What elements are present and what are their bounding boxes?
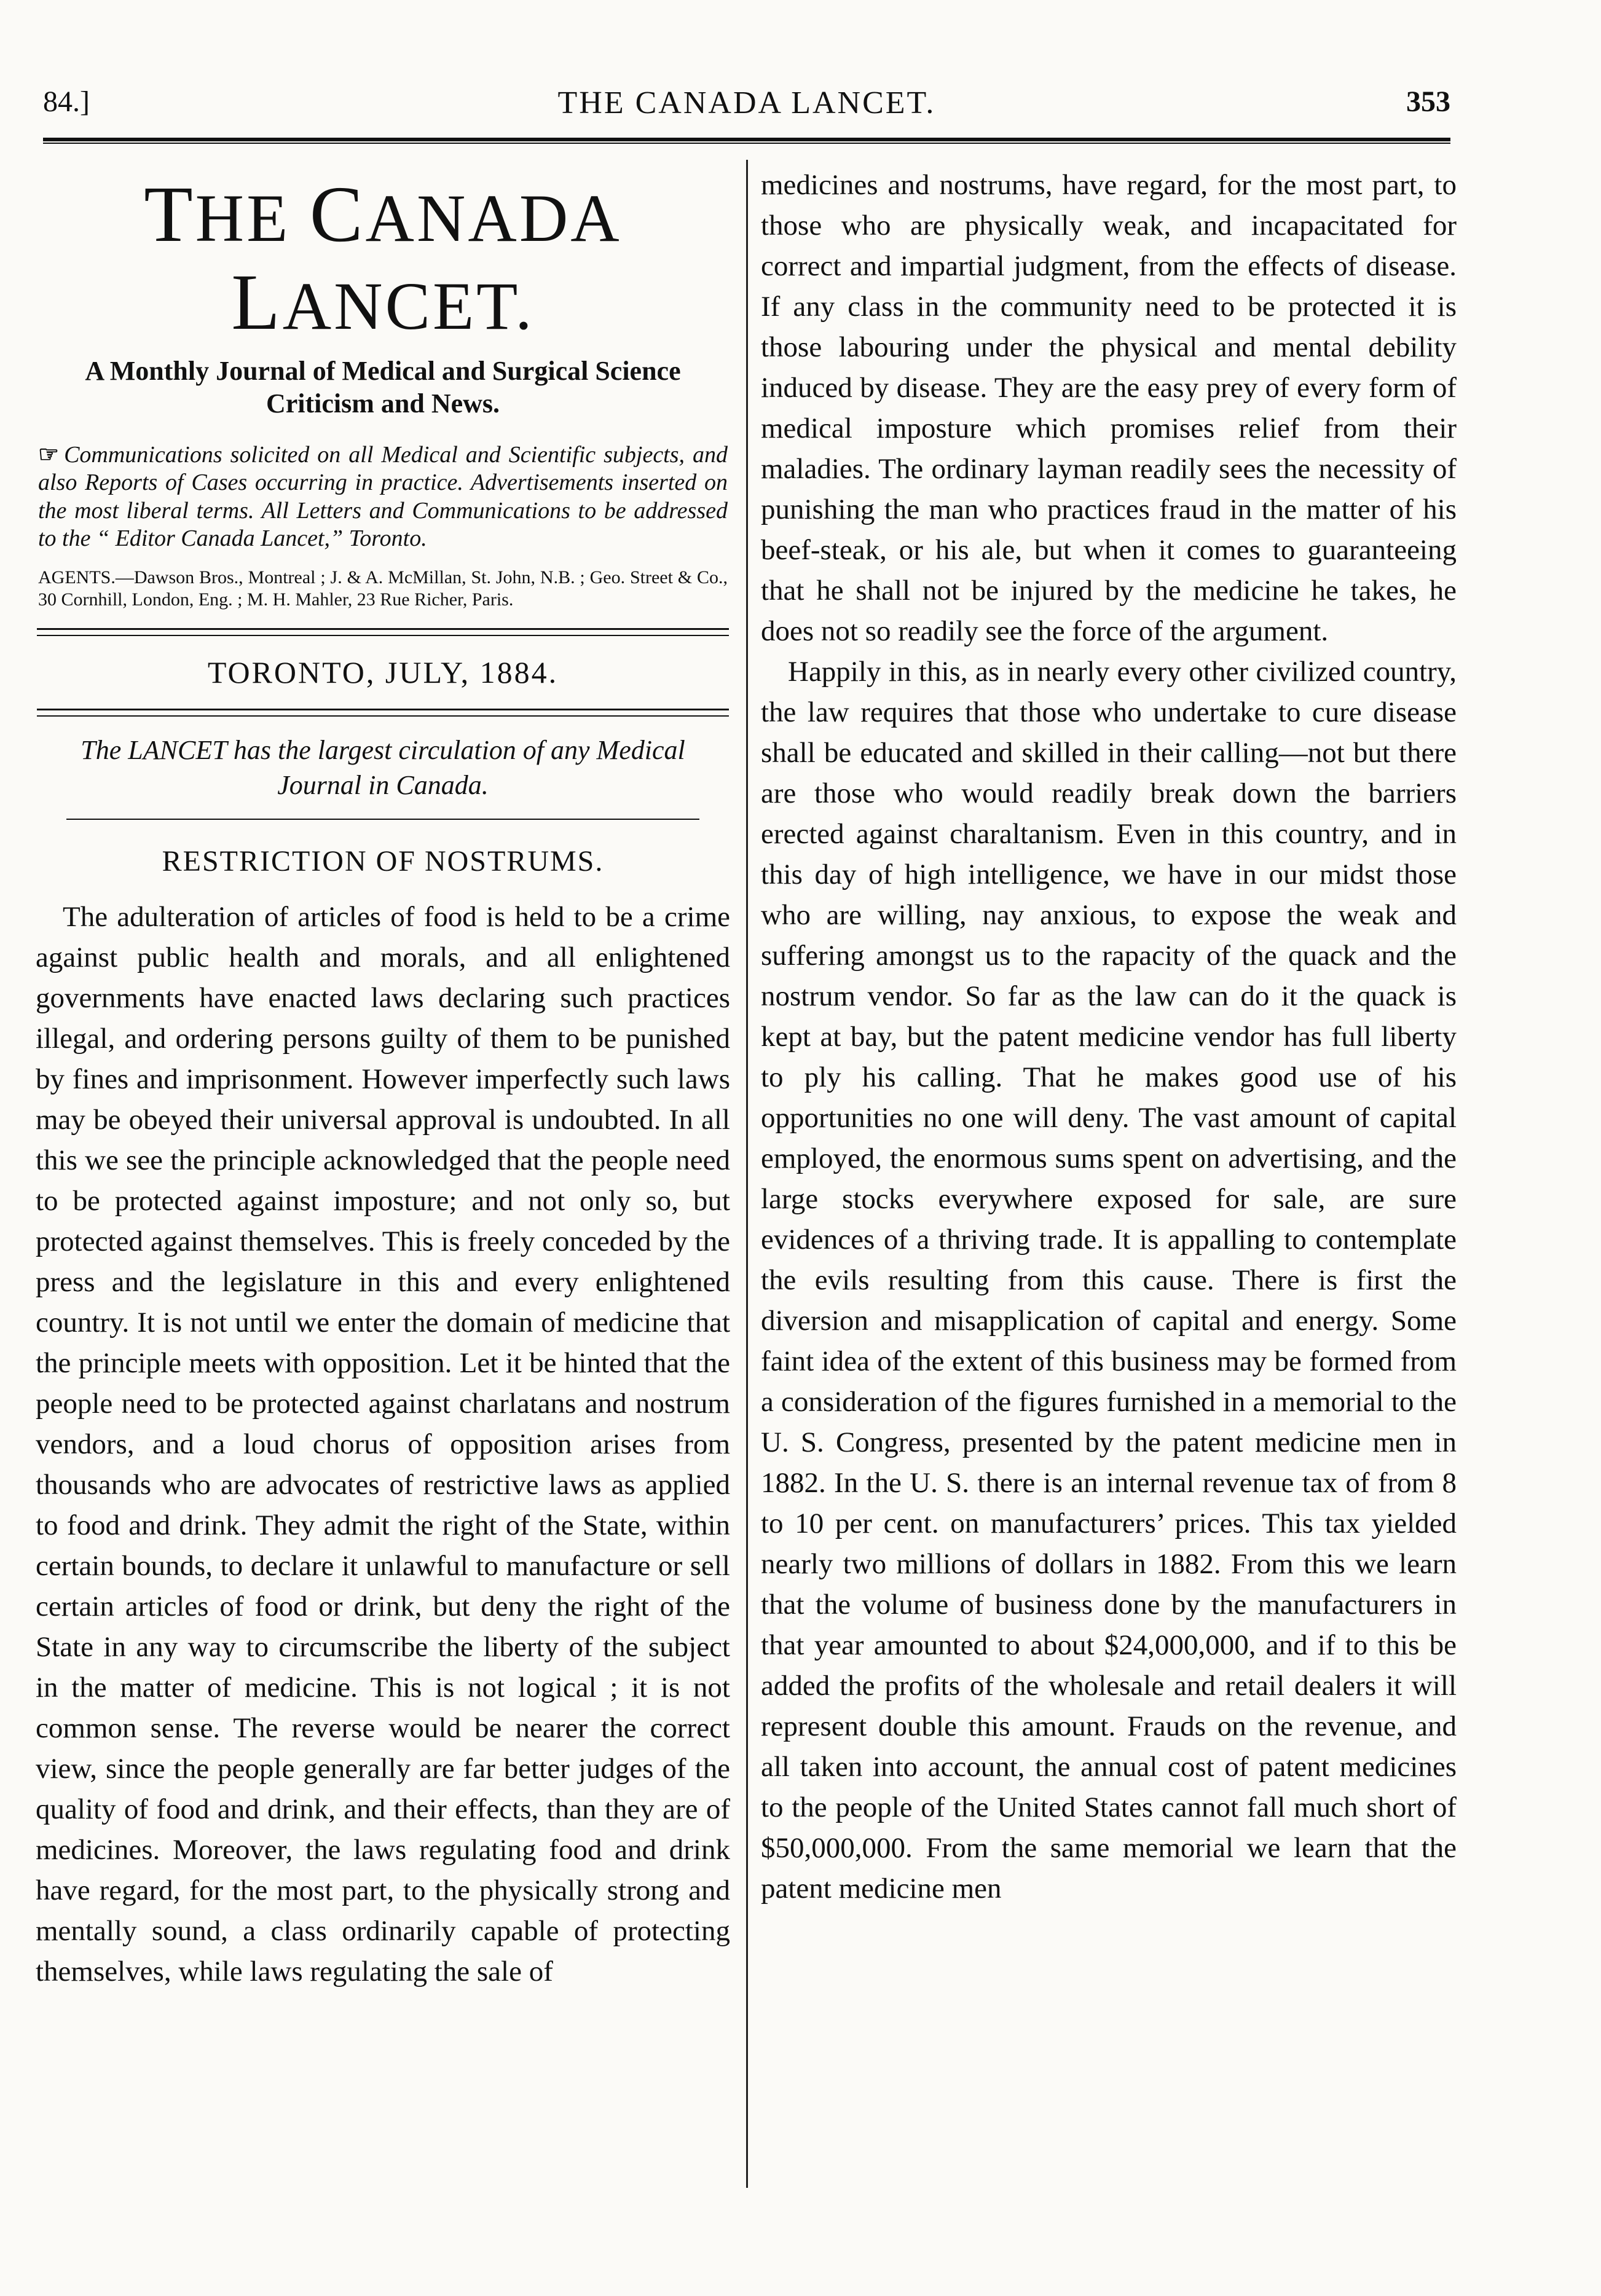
article-body-right (761, 165, 1457, 1909)
section-rule (37, 709, 729, 717)
left-column (30, 165, 736, 1992)
article-body-left (36, 897, 730, 1992)
agents-list: AGENTS.—Dawson Bros., Montreal ; J. & A. McMillan, St. John, N.B. ; Geo. Street & Co., 30 Cornhill, London, Eng. ; M. H. Mahler, 23 Rue Richer, Paris. (38, 567, 728, 610)
paragraph: Happily in this, as in nearly every other civilized country, the law requires that those who undertake to cure disease shall be educated and skilled in their calling—not but there are those who would readily break down the barriers erected against charaltanism. Even in this country, and in this day of high intelligence, we have in our midst those who are willing, nay anxious, to expose the weak and suffering amongst us to the rapacity of the quack and the nostrum vendor. So far as the law can do it the quack is kept at bay, but the patent medicine vendor has full liberty to ply his calling. That he makes good use of his opportunities no one will deny. The vast amount of capital employed, the enormous sums spent on advertising, and the large stocks everywhere exposed for sale, are sure evidences of a thriving trade. It is appalling to contemplate the evils resulting from this cause. There is first the diversion and misapplication of capital and energy. Some faint idea of the extent of this business may be formed from a consideration of the figures furnished in a memorial to the U. S. Congress, presented by the patent medicine men in 1882. In the U. S. there is an internal revenue tax of from 8 to 10 per cent. on manufacturers’ prices. This tax yielded nearly two millions of dollars in 1882. From this we learn that the volume of business done by the manufacturers in that year amounted to about $24,000,000, and if to this be added the profits of the wholesale and retail dealers it will represent double this amount. Frauds on the revenue, and all taken into account, the annual cost of patent medicines to the people of the United States cannot fall much short of $50,000,000. From the same memorial we learn that the patent medicine men (761, 656, 1457, 1905)
column-divider (746, 160, 748, 2188)
running-header (43, 85, 1450, 134)
running-head-title: THE CANADA LANCET. (557, 85, 936, 120)
article-title: RESTRICTION OF NOSTRUMS. (162, 845, 604, 878)
dateline: TORONTO, JULY, 1884. (207, 655, 559, 690)
section-rule (66, 819, 699, 820)
circulation-notice: The LANCET has the largest circulation of any Medical Journal in Canada. (81, 734, 685, 801)
paragraph: The adulteration of articles of food is held to be a crime against public health and morals, and all enlightened governments have enacted laws declaring such practices illegal, and ordering persons guilty of them to be punished by fines and imprisonment. However imperfectly such laws may be obeyed their universal approval is undoubted. In all this we see the principle acknowledged that the people need to be protected against imposture; and not only so, but protected against themselves. This is freely conceded by the press and the legislature in this and every enlightened country. It is not until we enter the domain of medicine that the principle meets with opposition. Let it be hinted that the people need to be protected against charlatans and nostrum vendors, and a loud chorus of opposition arises from thousands who are advocates of restrictive laws as applied to food and drink. They admit the right of the State, within certain bounds, to declare it unlawful to manufacture or sell certain articles of food or drink, but deny the right of the State in any way to circumscribe the liberty of the subject in the matter of medicine. This is not logical ; it is not common sense. The reverse would be nearer the correct view, since the people generally are far better judges of the quality of food and drink, and their effects, than they are of medicines. Moreover, the laws regulating food and drink have regard, for the most part, to the physically strong and mentally sound, a class ordinarily capable of protecting themselves, while laws regulating the sale of (36, 901, 730, 1988)
paragraph: medicines and nostrums, have regard, for the most part, to those who are physically weak, and incapacitated for correct and impartial judgment, from the effects of disease. If any class in the community need to be protected it is those labouring under the physical and mental debility induced by disease. They are the easy prey of every form of medical imposture which promises relief from their maladies. The ordinary layman readily sees the necessity of punishing the man who practices fraud in the matter of his beef-steak, or his ale, but when it comes to guaranteeing that he shall not be injured by the medicine he takes, he does not so readily see the force of the argument. (761, 169, 1457, 647)
page-reference: 84.] (43, 85, 90, 118)
masthead-title: THE CANADA LANCET. (144, 170, 622, 347)
header-rule (43, 138, 1450, 144)
notice-text: Communications solicited on all Medical and Scientific subjects, and also Reports of Cases occurring in practice. Advertisements inserted on the most liberal terms. All Letters and Communications to be addressed to the “ Editor Canada Lancet,” Toronto. (38, 441, 728, 552)
right-column (755, 165, 1463, 1909)
communications-notice (38, 441, 728, 553)
masthead-subtitle: A Monthly Journal of Medical and Surgical Science Criticism and News. (85, 356, 681, 419)
section-rule (37, 628, 729, 636)
pointing-hand-icon: ☞ (38, 441, 60, 468)
page-number: 353 (1406, 85, 1450, 118)
